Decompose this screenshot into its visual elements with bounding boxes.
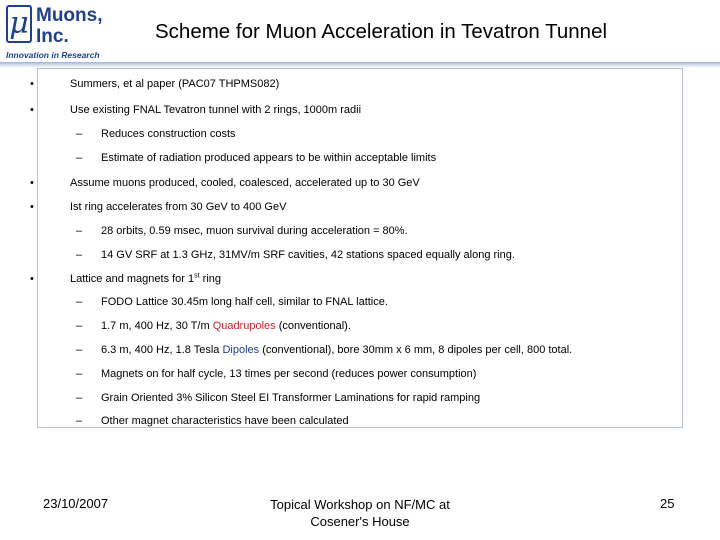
sub-list-item bbox=[76, 225, 408, 237]
sub-list-item bbox=[76, 128, 236, 140]
dash-marker: – bbox=[76, 392, 83, 404]
list-item-text: Magnets on for half cycle, 13 times per second (reduces power consumption) bbox=[101, 368, 477, 380]
dash-marker: – bbox=[76, 415, 83, 427]
sub-list-item bbox=[76, 344, 573, 356]
sub-list-item bbox=[76, 152, 437, 164]
list-item-text: Reduces construction costs bbox=[101, 128, 236, 140]
list-item-text: Assume muons produced, cooled, coalesced, accelerated up to 30 GeV bbox=[70, 177, 420, 189]
list-item-text: Other magnet characteristics have been calculated bbox=[101, 415, 349, 427]
bullet-marker: • bbox=[30, 177, 34, 189]
list-item-text: 14 GV SRF at 1.3 GHz, 31MV/m SRF cavities, 42 stations spaced equally along ring. bbox=[101, 249, 515, 261]
logo bbox=[4, 2, 134, 64]
mu-logo-icon: μ bbox=[6, 5, 32, 43]
list-item-text: 28 orbits, 0.59 msec, muon survival during acceleration = 80%. bbox=[101, 225, 408, 237]
footer-event-line: Cosener's House bbox=[310, 514, 410, 529]
list-item-text: 6.3 m, 400 Hz, 1.8 Tesla Dipoles (conventional), bore 30mm x 6 mm, 8 dipoles per cell, 800 total. bbox=[101, 344, 573, 356]
sub-list-item bbox=[76, 368, 477, 380]
bullet-marker: • bbox=[30, 201, 34, 213]
list-item-text: Use existing FNAL Tevatron tunnel with 2 rings, 1000m radii bbox=[70, 104, 362, 116]
logo-tagline: Innovation in Research bbox=[6, 50, 100, 60]
list-item-text: Lattice and magnets for 1st ring bbox=[70, 272, 221, 285]
footer-event bbox=[230, 496, 490, 530]
list-item-text: Summers, et al paper (PAC07 THPMS082) bbox=[70, 78, 280, 90]
dash-marker: – bbox=[76, 225, 83, 237]
dash-marker: – bbox=[76, 320, 83, 332]
footer-date: 23/10/2007 bbox=[43, 496, 109, 511]
sub-list-item bbox=[76, 249, 515, 261]
page-number: 25 bbox=[660, 496, 675, 511]
list-item bbox=[30, 177, 420, 189]
list-item-text: Estimate of radiation produced appears to be within acceptable limits bbox=[101, 152, 437, 164]
dash-marker: – bbox=[76, 296, 83, 308]
slide-title: Scheme for Muon Acceleration in Tevatron Tunnel bbox=[155, 20, 608, 43]
footer-event-line: Topical Workshop on NF/MC at bbox=[270, 497, 450, 512]
dash-marker: – bbox=[76, 368, 83, 380]
sub-list-item bbox=[76, 296, 388, 308]
sub-list-item bbox=[76, 320, 351, 332]
list-item bbox=[30, 104, 362, 116]
sub-list-item bbox=[76, 392, 481, 404]
dash-marker: – bbox=[76, 152, 83, 164]
list-item bbox=[30, 78, 280, 90]
dash-marker: – bbox=[76, 249, 83, 261]
logo-name: Muons, Inc. bbox=[36, 5, 103, 47]
dash-marker: – bbox=[76, 128, 83, 140]
bullet-marker: • bbox=[30, 104, 34, 116]
list-item-text: FODO Lattice 30.45m long half cell, similar to FNAL lattice. bbox=[101, 296, 388, 308]
quadrupoles-highlight: Quadrupoles bbox=[212, 320, 276, 332]
bullet-marker: • bbox=[30, 273, 34, 285]
dash-marker: – bbox=[76, 344, 83, 356]
list-item bbox=[30, 201, 287, 213]
list-item-text: 1.7 m, 400 Hz, 30 T/m Quadrupoles (conventional). bbox=[101, 320, 351, 332]
list-item bbox=[30, 272, 221, 285]
list-item-text: Ist ring accelerates from 30 GeV to 400 GeV bbox=[70, 201, 287, 213]
sub-list-item bbox=[76, 415, 349, 427]
dipoles-highlight: Dipoles bbox=[222, 344, 260, 356]
list-item-text: Grain Oriented 3% Silicon Steel EI Transformer Laminations for rapid ramping bbox=[101, 392, 481, 404]
bullet-marker: • bbox=[30, 78, 34, 90]
